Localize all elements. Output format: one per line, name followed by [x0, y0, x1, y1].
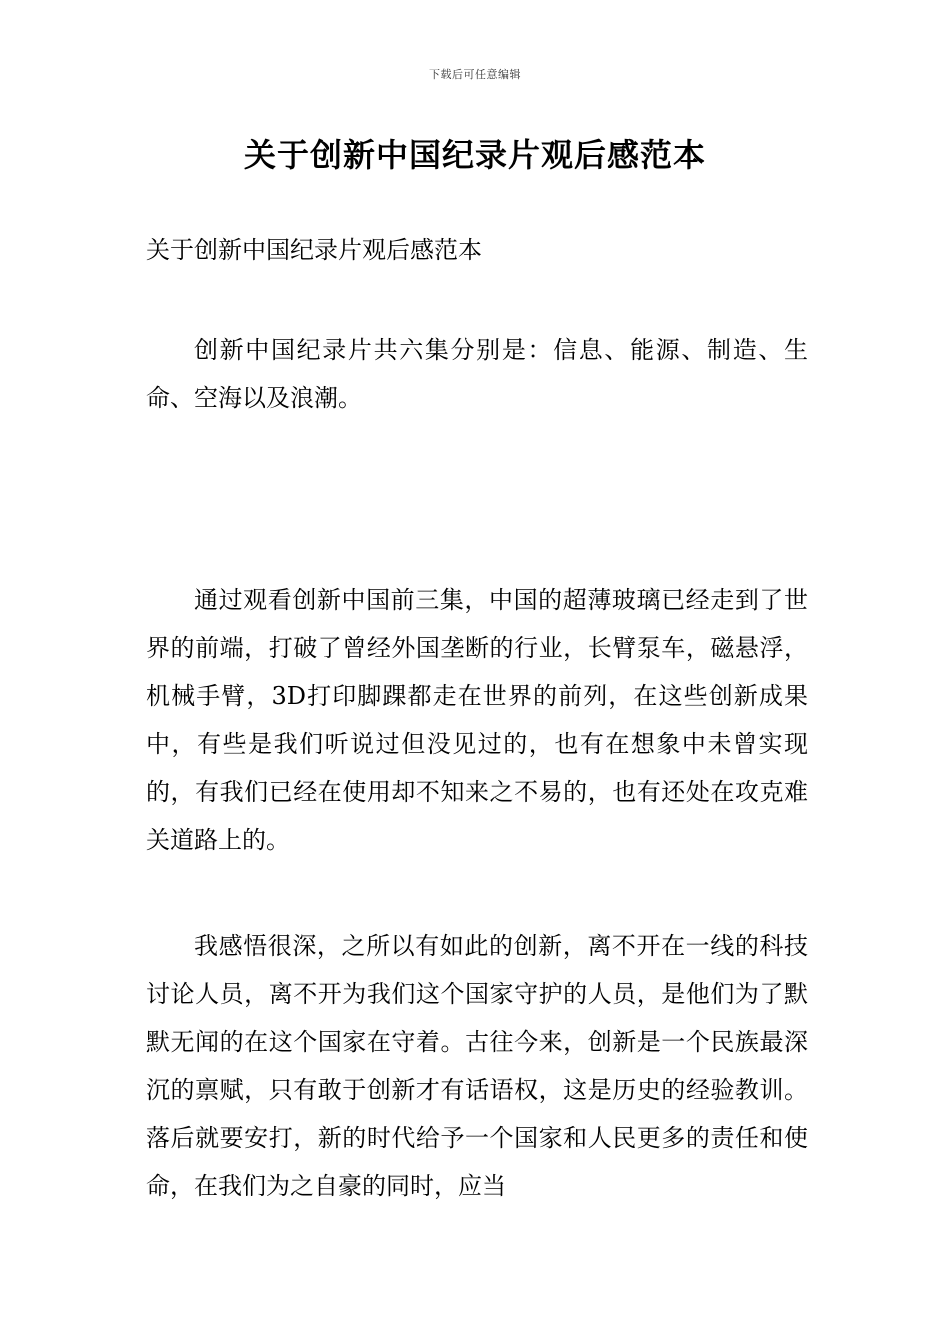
header-note: 下载后可任意编辑 — [429, 68, 521, 81]
document-title: 关于创新中国纪录片观后感范本 — [243, 136, 706, 174]
paragraph-1: 创新中国纪录片共六集分别是：信息、能源、制造、生命、空海以及浪潮。 — [146, 336, 808, 412]
paragraph-2: 通过观看创新中国前三集，中国的超薄玻璃已经走到了世界的前端，打破了曾经外国垄断的行业，长臂泵车，磁悬浮，机械手臂，3D打印脚踝都走在世界的前列，在这些创新成果中，有些是我们听说过但没见过的，也有在想象中未曾实现的，有我们已经在使用却不知来之不易的，也有还处在攻克难关道路上的。 — [146, 586, 808, 854]
paragraph-3: 我感悟很深，之所以有如此的创新，离不开在一线的科技讨论人员，离不开为我们这个国家守护的人员，是他们为了默默无闻的在这个国家在守着。古往今来，创新是一个民族最深沉的禀赋，只有敢于创新才有话语权，这是历史的经验教训。落后就要安打，新的时代给予一个国家和人民更多的责任和使命，在我们为之自豪的同时，应当 — [146, 932, 808, 1200]
document-subtitle: 关于创新中国纪录片观后感范本 — [146, 236, 482, 264]
